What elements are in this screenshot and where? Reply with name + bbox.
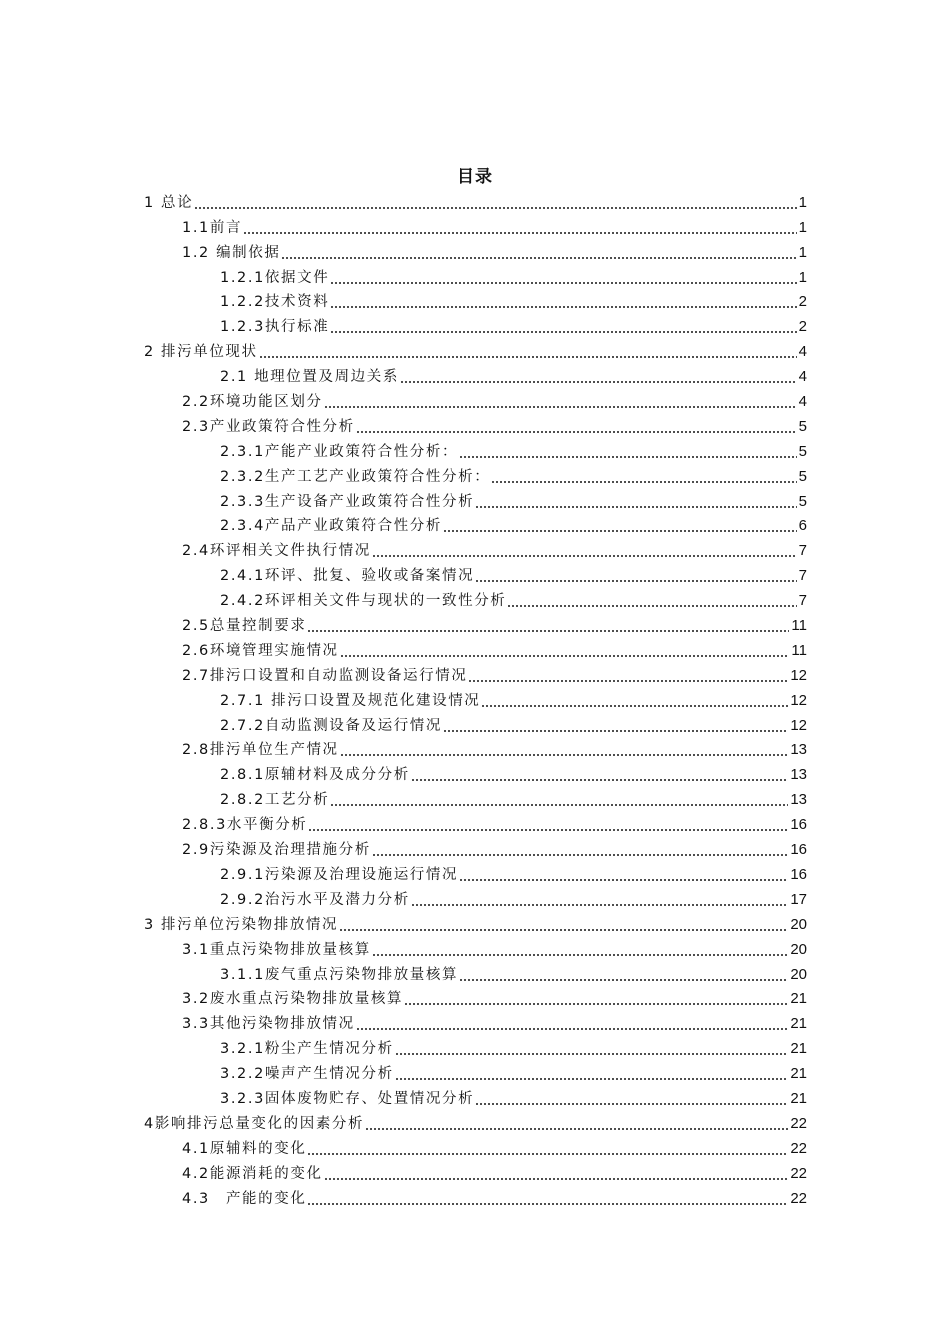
- toc-entry-page-number: 13: [790, 741, 807, 759]
- toc-entry[interactable]: [0, 263, 950, 288]
- toc-dot-leader: [459, 456, 797, 458]
- toc-entry-page-number: 20: [790, 915, 807, 933]
- toc-entry-label: 4影响排污总量变化的因素分析: [144, 1115, 365, 1132]
- toc-dot-leader: [475, 506, 796, 508]
- toc-entry-label: 3.2废水重点污染物排放量核算: [182, 991, 404, 1008]
- toc-dot-leader: [307, 1203, 788, 1205]
- toc-entry[interactable]: [0, 238, 950, 263]
- toc-entry-label: 1.2.2技术资料: [220, 294, 330, 311]
- toc-dot-leader: [459, 979, 788, 981]
- toc-entry-page-number: 5: [798, 417, 807, 435]
- toc-entry-page-number: 12: [790, 716, 807, 734]
- toc-dot-leader: [491, 481, 796, 483]
- toc-entry-page-number: 12: [790, 666, 807, 684]
- toc-dot-leader: [400, 381, 797, 383]
- toc-entry-label: 3.1.1废气重点污染物排放量核算: [220, 966, 459, 983]
- toc-entry-label: 1 总论: [144, 194, 194, 211]
- toc-entry-page-number: 4: [798, 368, 807, 386]
- toc-entry-label: 2.7.1 排污口设置及规范化建设情况: [220, 692, 481, 709]
- toc-entry-page-number: 21: [790, 1040, 807, 1058]
- toc-entry-label: 4.3 产能的变化: [182, 1190, 307, 1207]
- toc-entry-page-number: 2: [798, 293, 807, 311]
- toc-entry[interactable]: [0, 462, 950, 487]
- toc-entry-page-number: 13: [790, 766, 807, 784]
- toc-entry[interactable]: [0, 835, 950, 860]
- toc-entry[interactable]: [0, 288, 950, 313]
- toc-entry[interactable]: [0, 661, 950, 686]
- toc-entry-page-number: 5: [798, 492, 807, 510]
- toc-entry[interactable]: [0, 188, 950, 213]
- toc-entry-label: 2.8.1原辅材料及成分分析: [220, 767, 410, 784]
- toc-entry-page-number: 16: [790, 865, 807, 883]
- toc-dot-leader: [372, 555, 797, 557]
- toc-dot-leader: [324, 1178, 789, 1180]
- toc-entry-page-number: 5: [798, 442, 807, 460]
- toc-entry-page-number: 22: [790, 1114, 807, 1132]
- toc-entry-page-number: 12: [790, 691, 807, 709]
- toc-entry[interactable]: [0, 935, 950, 960]
- toc-entry-label: 1.1前言: [182, 219, 243, 236]
- toc-dot-leader: [330, 306, 796, 308]
- toc-entry[interactable]: [0, 686, 950, 711]
- toc-entry[interactable]: [0, 412, 950, 437]
- toc-entry-page-number: 1: [798, 243, 807, 261]
- toc-entry-label: 3.2.1粉尘产生情况分析: [220, 1041, 394, 1058]
- toc-entry[interactable]: [0, 362, 950, 387]
- toc-title: 目录: [457, 167, 493, 187]
- toc-dot-leader: [259, 356, 797, 358]
- toc-entry-label: 2.7排污口设置和自动监测设备运行情况: [182, 667, 468, 684]
- toc-dot-leader: [443, 730, 788, 732]
- toc-entry[interactable]: [0, 960, 950, 985]
- toc-entry[interactable]: [0, 1059, 950, 1084]
- toc-entry[interactable]: [0, 512, 950, 537]
- toc-entry-page-number: 21: [790, 990, 807, 1008]
- toc-dot-leader: [468, 680, 788, 682]
- toc-entry-page-number: 20: [790, 940, 807, 958]
- toc-entry-page-number: 4: [798, 343, 807, 361]
- toc-entry-page-number: 11: [791, 641, 807, 659]
- toc-entry[interactable]: [0, 636, 950, 661]
- toc-dot-leader: [459, 879, 788, 881]
- toc-entry-label: 1.2.3执行标准: [220, 319, 330, 336]
- toc-entry[interactable]: [0, 213, 950, 238]
- toc-entry-page-number: 7: [798, 592, 807, 610]
- toc-dot-leader: [330, 331, 796, 333]
- toc-entry[interactable]: [0, 810, 950, 835]
- toc-entry[interactable]: [0, 337, 950, 362]
- toc-entry-page-number: 21: [790, 1065, 807, 1083]
- toc-entry[interactable]: [0, 561, 950, 586]
- toc-entry-label: 2.9.2治污水平及潜力分析: [220, 891, 410, 908]
- toc-entry-page-number: 21: [790, 1089, 807, 1107]
- toc-dot-leader: [340, 655, 790, 657]
- toc-entry-page-number: 22: [790, 1139, 807, 1157]
- toc-dot-leader: [307, 630, 789, 632]
- toc-dot-leader: [372, 854, 788, 856]
- toc-entry-label: 1.2.1依据文件: [220, 269, 330, 286]
- toc-dot-leader: [404, 1003, 788, 1005]
- toc-dot-leader: [356, 1028, 789, 1030]
- toc-entry-label: 3.1重点污染物排放量核算: [182, 941, 371, 958]
- toc-dot-leader: [324, 406, 797, 408]
- toc-entry[interactable]: [0, 536, 950, 561]
- toc-entry-label: 2.3.4产品产业政策符合性分析: [220, 518, 442, 535]
- toc-entry[interactable]: [0, 437, 950, 462]
- toc-entry-label: 2.3.2生产工艺产业政策符合性分析：: [220, 468, 491, 485]
- toc-dot-leader: [340, 754, 789, 756]
- toc-entry[interactable]: [0, 1034, 950, 1059]
- toc-entry-label: 2.6环境管理实施情况: [182, 642, 339, 659]
- toc-entry-page-number: 6: [798, 517, 807, 535]
- toc-entry-label: 4.1原辅料的变化: [182, 1140, 307, 1157]
- toc-entry[interactable]: [0, 760, 950, 785]
- toc-entry[interactable]: [0, 711, 950, 736]
- table-of-contents: [0, 188, 950, 1209]
- toc-entry[interactable]: [0, 885, 950, 910]
- toc-dot-leader: [339, 929, 788, 931]
- toc-entry-label: 2.4.2环评相关文件与现状的一致性分析: [220, 593, 507, 610]
- toc-dot-leader: [475, 1103, 788, 1105]
- toc-entry[interactable]: [0, 985, 950, 1010]
- toc-dot-leader: [356, 431, 797, 433]
- toc-dot-leader: [443, 530, 797, 532]
- toc-entry-page-number: 7: [798, 542, 807, 560]
- toc-entry-page-number: 16: [790, 816, 807, 834]
- toc-dot-leader: [330, 282, 796, 284]
- toc-entry-label: 2.8.2工艺分析: [220, 792, 330, 809]
- toc-dot-leader: [372, 954, 788, 956]
- toc-entry-label: 2.4环评相关文件执行情况: [182, 543, 371, 560]
- toc-entry[interactable]: [0, 1084, 950, 1109]
- toc-entry-page-number: 1: [798, 218, 807, 236]
- toc-entry-label: 2.8排污单位生产情况: [182, 742, 339, 759]
- toc-dot-leader: [507, 605, 796, 607]
- toc-dot-leader: [411, 779, 789, 781]
- toc-entry-label: 2.4.1环评、批复、验收或备案情况: [220, 568, 475, 585]
- toc-entry-label: 3.2.3固体废物贮存、处置情况分析: [220, 1090, 475, 1107]
- toc-entry-label: 3.2.2噪声产生情况分析: [220, 1066, 394, 1083]
- toc-entry-label: 1.2 编制依据: [182, 244, 281, 261]
- toc-dot-leader: [307, 1153, 788, 1155]
- toc-entry-page-number: 1: [798, 193, 807, 211]
- toc-entry[interactable]: [0, 1009, 950, 1034]
- toc-dot-leader: [243, 232, 797, 234]
- toc-entry-page-number: 20: [790, 965, 807, 983]
- toc-entry-label: 3 排污单位污染物排放情况: [144, 916, 339, 933]
- toc-entry-page-number: 21: [790, 1015, 807, 1033]
- toc-entry[interactable]: [0, 785, 950, 810]
- toc-entry-page-number: 2: [798, 318, 807, 336]
- toc-entry-page-number: 13: [790, 791, 807, 809]
- toc-entry-label: 2.9.1污染源及治理设施运行情况: [220, 866, 459, 883]
- toc-entry-label: 2.5总量控制要求: [182, 618, 307, 635]
- toc-entry[interactable]: [0, 586, 950, 611]
- toc-dot-leader: [365, 1128, 788, 1130]
- toc-entry[interactable]: [0, 611, 950, 636]
- toc-entry[interactable]: [0, 910, 950, 935]
- toc-entry[interactable]: [0, 1159, 950, 1184]
- toc-entry[interactable]: [0, 736, 950, 761]
- toc-entry-label: 2.2环境功能区划分: [182, 394, 323, 411]
- toc-entry-label: 2.3产业政策符合性分析: [182, 418, 355, 435]
- toc-entry[interactable]: [0, 487, 950, 512]
- toc-entry-label: 2.3.1产能产业政策符合性分析：: [220, 443, 459, 460]
- toc-entry-page-number: 22: [790, 1189, 807, 1207]
- toc-dot-leader: [330, 804, 788, 806]
- toc-entry-label: 2.1 地理位置及周边关系: [220, 369, 399, 386]
- toc-entry-label: 2.7.2自动监测设备及运行情况: [220, 717, 442, 734]
- toc-entry-label: 2 排污单位现状: [144, 344, 258, 361]
- toc-dot-leader: [395, 1053, 789, 1055]
- toc-entry-page-number: 22: [790, 1164, 807, 1182]
- toc-entry-page-number: 16: [790, 841, 807, 859]
- toc-dot-leader: [308, 829, 788, 831]
- toc-entry-label: 2.9污染源及治理措施分析: [182, 842, 371, 859]
- toc-dot-leader: [395, 1078, 789, 1080]
- toc-entry-page-number: 5: [798, 467, 807, 485]
- toc-dot-leader: [481, 705, 788, 707]
- toc-entry-page-number: 1: [798, 268, 807, 286]
- toc-dot-leader: [194, 207, 796, 209]
- toc-entry-page-number: 4: [798, 393, 807, 411]
- toc-entry[interactable]: [0, 387, 950, 412]
- toc-dot-leader: [475, 580, 796, 582]
- toc-entry[interactable]: [0, 1184, 950, 1209]
- toc-entry-label: 4.2能源消耗的变化: [182, 1165, 323, 1182]
- toc-entry[interactable]: [0, 312, 950, 337]
- toc-entry-label: 2.3.3生产设备产业政策符合性分析: [220, 493, 475, 510]
- toc-entry[interactable]: [0, 1109, 950, 1134]
- toc-entry-label: 2.8.3水平衡分析: [182, 817, 308, 834]
- toc-entry-label: 3.3其他污染物排放情况: [182, 1016, 355, 1033]
- toc-entry-page-number: 11: [791, 617, 807, 635]
- toc-entry[interactable]: [0, 1134, 950, 1159]
- toc-entry[interactable]: [0, 860, 950, 885]
- toc-dot-leader: [281, 257, 796, 259]
- toc-entry-page-number: 17: [790, 890, 807, 908]
- toc-dot-leader: [411, 904, 789, 906]
- toc-entry-page-number: 7: [798, 567, 807, 585]
